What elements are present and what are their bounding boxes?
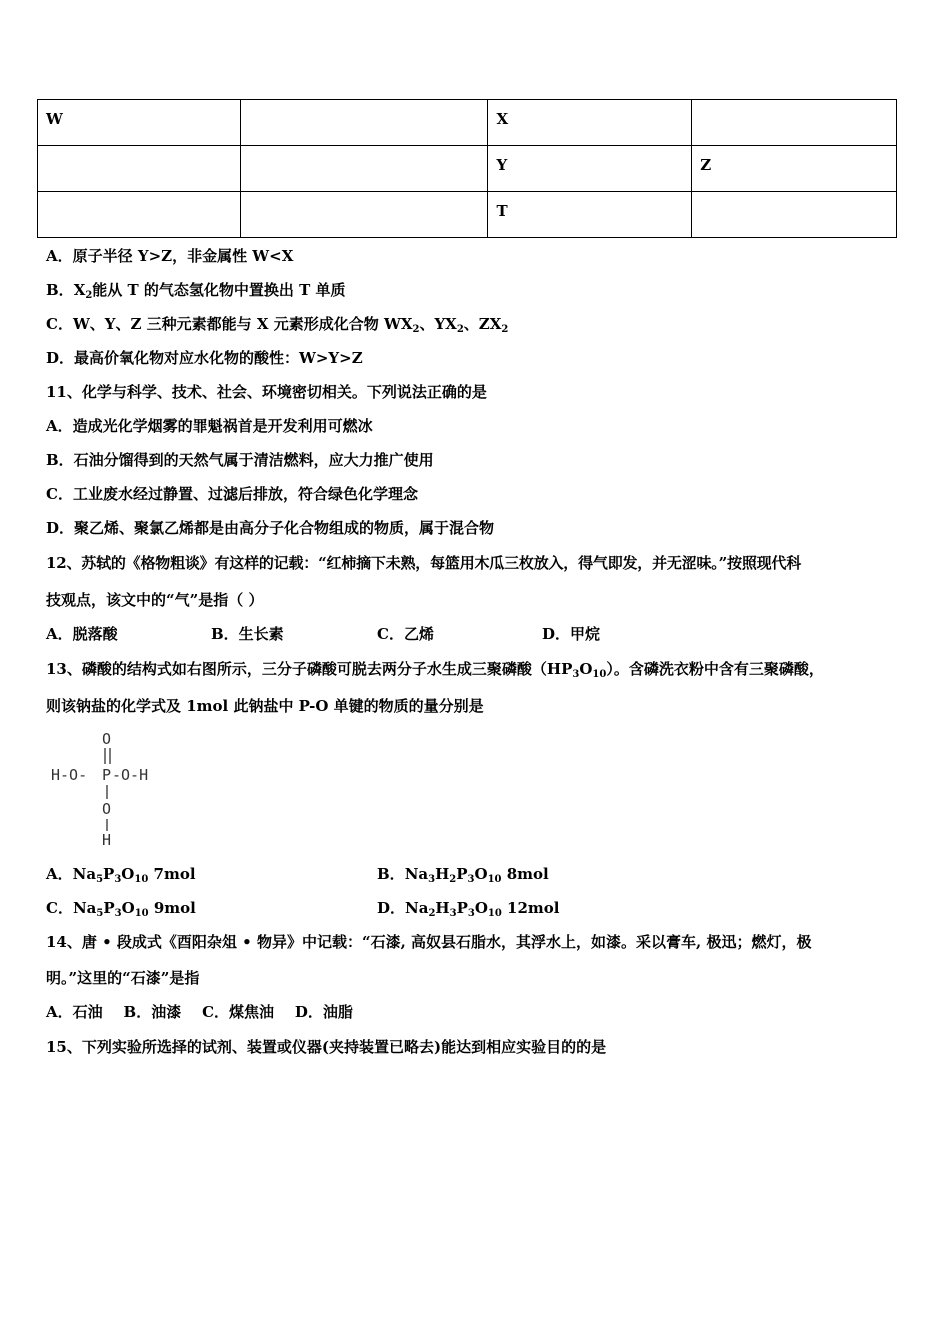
- table-cell: Z: [692, 146, 897, 192]
- q14-options: A．石油 B．油漆 C．煤焦油 D．油脂: [46, 1003, 353, 1021]
- q12-stem-line2: 技观点，该文中的“气”是指（ ）: [46, 591, 264, 609]
- q11-option-d: D．聚乙烯、聚氯乙烯都是由高分子化合物组成的物质，属于混合物: [46, 519, 495, 537]
- structure-phosphorus: P: [102, 766, 112, 784]
- table-cell: T: [488, 192, 692, 238]
- structure-top-oxygen: O: [102, 730, 112, 748]
- q10-option-d: D．最高价氧化物对应水化物的酸性：W>Y>Z: [46, 349, 363, 367]
- q13-option-a: A．$Na_5P_3O_{10}$ 7mol: [46, 865, 196, 885]
- q10-option-b: B．$X_2$能从 T 的气态氢化物中置换出 T 单质: [46, 281, 346, 301]
- q15-stem: 15、下列实验所选择的试剂、装置或仪器(夹持装置已略去)能达到相应实验目的的是: [46, 1038, 607, 1056]
- structure-bottom-hydrogen: H: [102, 831, 112, 849]
- table-cell: [692, 192, 897, 238]
- q13-option-d: D．$Na_2H_3P_3O_{10}$ 12mol: [377, 899, 560, 919]
- table-row: [38, 146, 897, 192]
- table-cell: [240, 192, 488, 238]
- q12-option-d: D．甲烷: [542, 625, 601, 643]
- q10-option-a: A．原子半径 Y>Z，非金属性 W<X: [46, 247, 294, 265]
- q14-stem-line2: 明。”这里的“石漆”是指: [46, 969, 200, 987]
- structure-left-group: H-O-: [51, 766, 88, 784]
- q13-option-b: B．$Na_3H_2P_3O_{10}$ 8mol: [377, 865, 549, 885]
- q13-stem-line1: 13、磷酸的结构式如右图所示，三分子磷酸可脱去两分子水生成三聚磷酸$(HP_3O_{10})$。含磷洗衣粉中含有三聚磷酸，: [46, 660, 824, 680]
- table-row: [38, 100, 897, 146]
- table-cell: [240, 100, 488, 146]
- table-cell: [38, 146, 241, 192]
- structure-mid-oxygen: O: [102, 800, 112, 818]
- table-cell: [240, 146, 488, 192]
- q13-option-c: C．$Na_5P_3O_{10}$ 9mol: [46, 899, 196, 919]
- q12-stem-line1: 12、苏轼的《格物粗谈》有这样的记载：“红柿摘下未熟，每篮用木瓜三枚放入，得气即发，并无涩味。”按照现代科: [46, 554, 802, 572]
- q13-stem-line2: 则该钠盐的化学式及 1mol 此钠盐中 P-O 单键的物质的量分别是: [46, 697, 484, 715]
- table-row: [38, 192, 897, 238]
- q12-option-a: A．脱落酸: [46, 625, 118, 643]
- table-cell: [38, 192, 241, 238]
- q12-option-c: C．乙烯: [377, 625, 434, 643]
- table-cell: W: [38, 100, 241, 146]
- q11-stem: 11、化学与科学、技术、社会、环境密切相关。下列说法正确的是: [46, 383, 487, 401]
- structure-right-group: -O-H: [112, 766, 149, 784]
- q14-stem-line1: 14、唐 • 段成式《酉阳杂俎 • 物异》中记载：“石漆, 高奴县石脂水，其浮水上，如漆。采以膏车, 极迅；燃灯，极: [46, 933, 812, 951]
- table-cell: Y: [488, 146, 692, 192]
- q11-option-a: A．造成光化学烟雾的罪魁祸首是开发利用可燃冰: [46, 417, 373, 435]
- phosphoric-acid-structure: [46, 728, 176, 850]
- element-position-table: [37, 99, 897, 238]
- q11-option-b: B．石油分馏得到的天然气属于清洁燃料，应大力推广使用: [46, 451, 434, 469]
- q11-option-c: C．工业废水经过静置、过滤后排放，符合绿色化学理念: [46, 485, 418, 503]
- q12-option-b: B．生长素: [211, 625, 284, 643]
- table-cell: X: [488, 100, 692, 146]
- q10-option-c: C．W、Y、Z 三种元素都能与 X 元素形成化合物 $WX_2$、$YX_2$、$ZX_2$: [46, 315, 509, 335]
- table-cell: [692, 100, 897, 146]
